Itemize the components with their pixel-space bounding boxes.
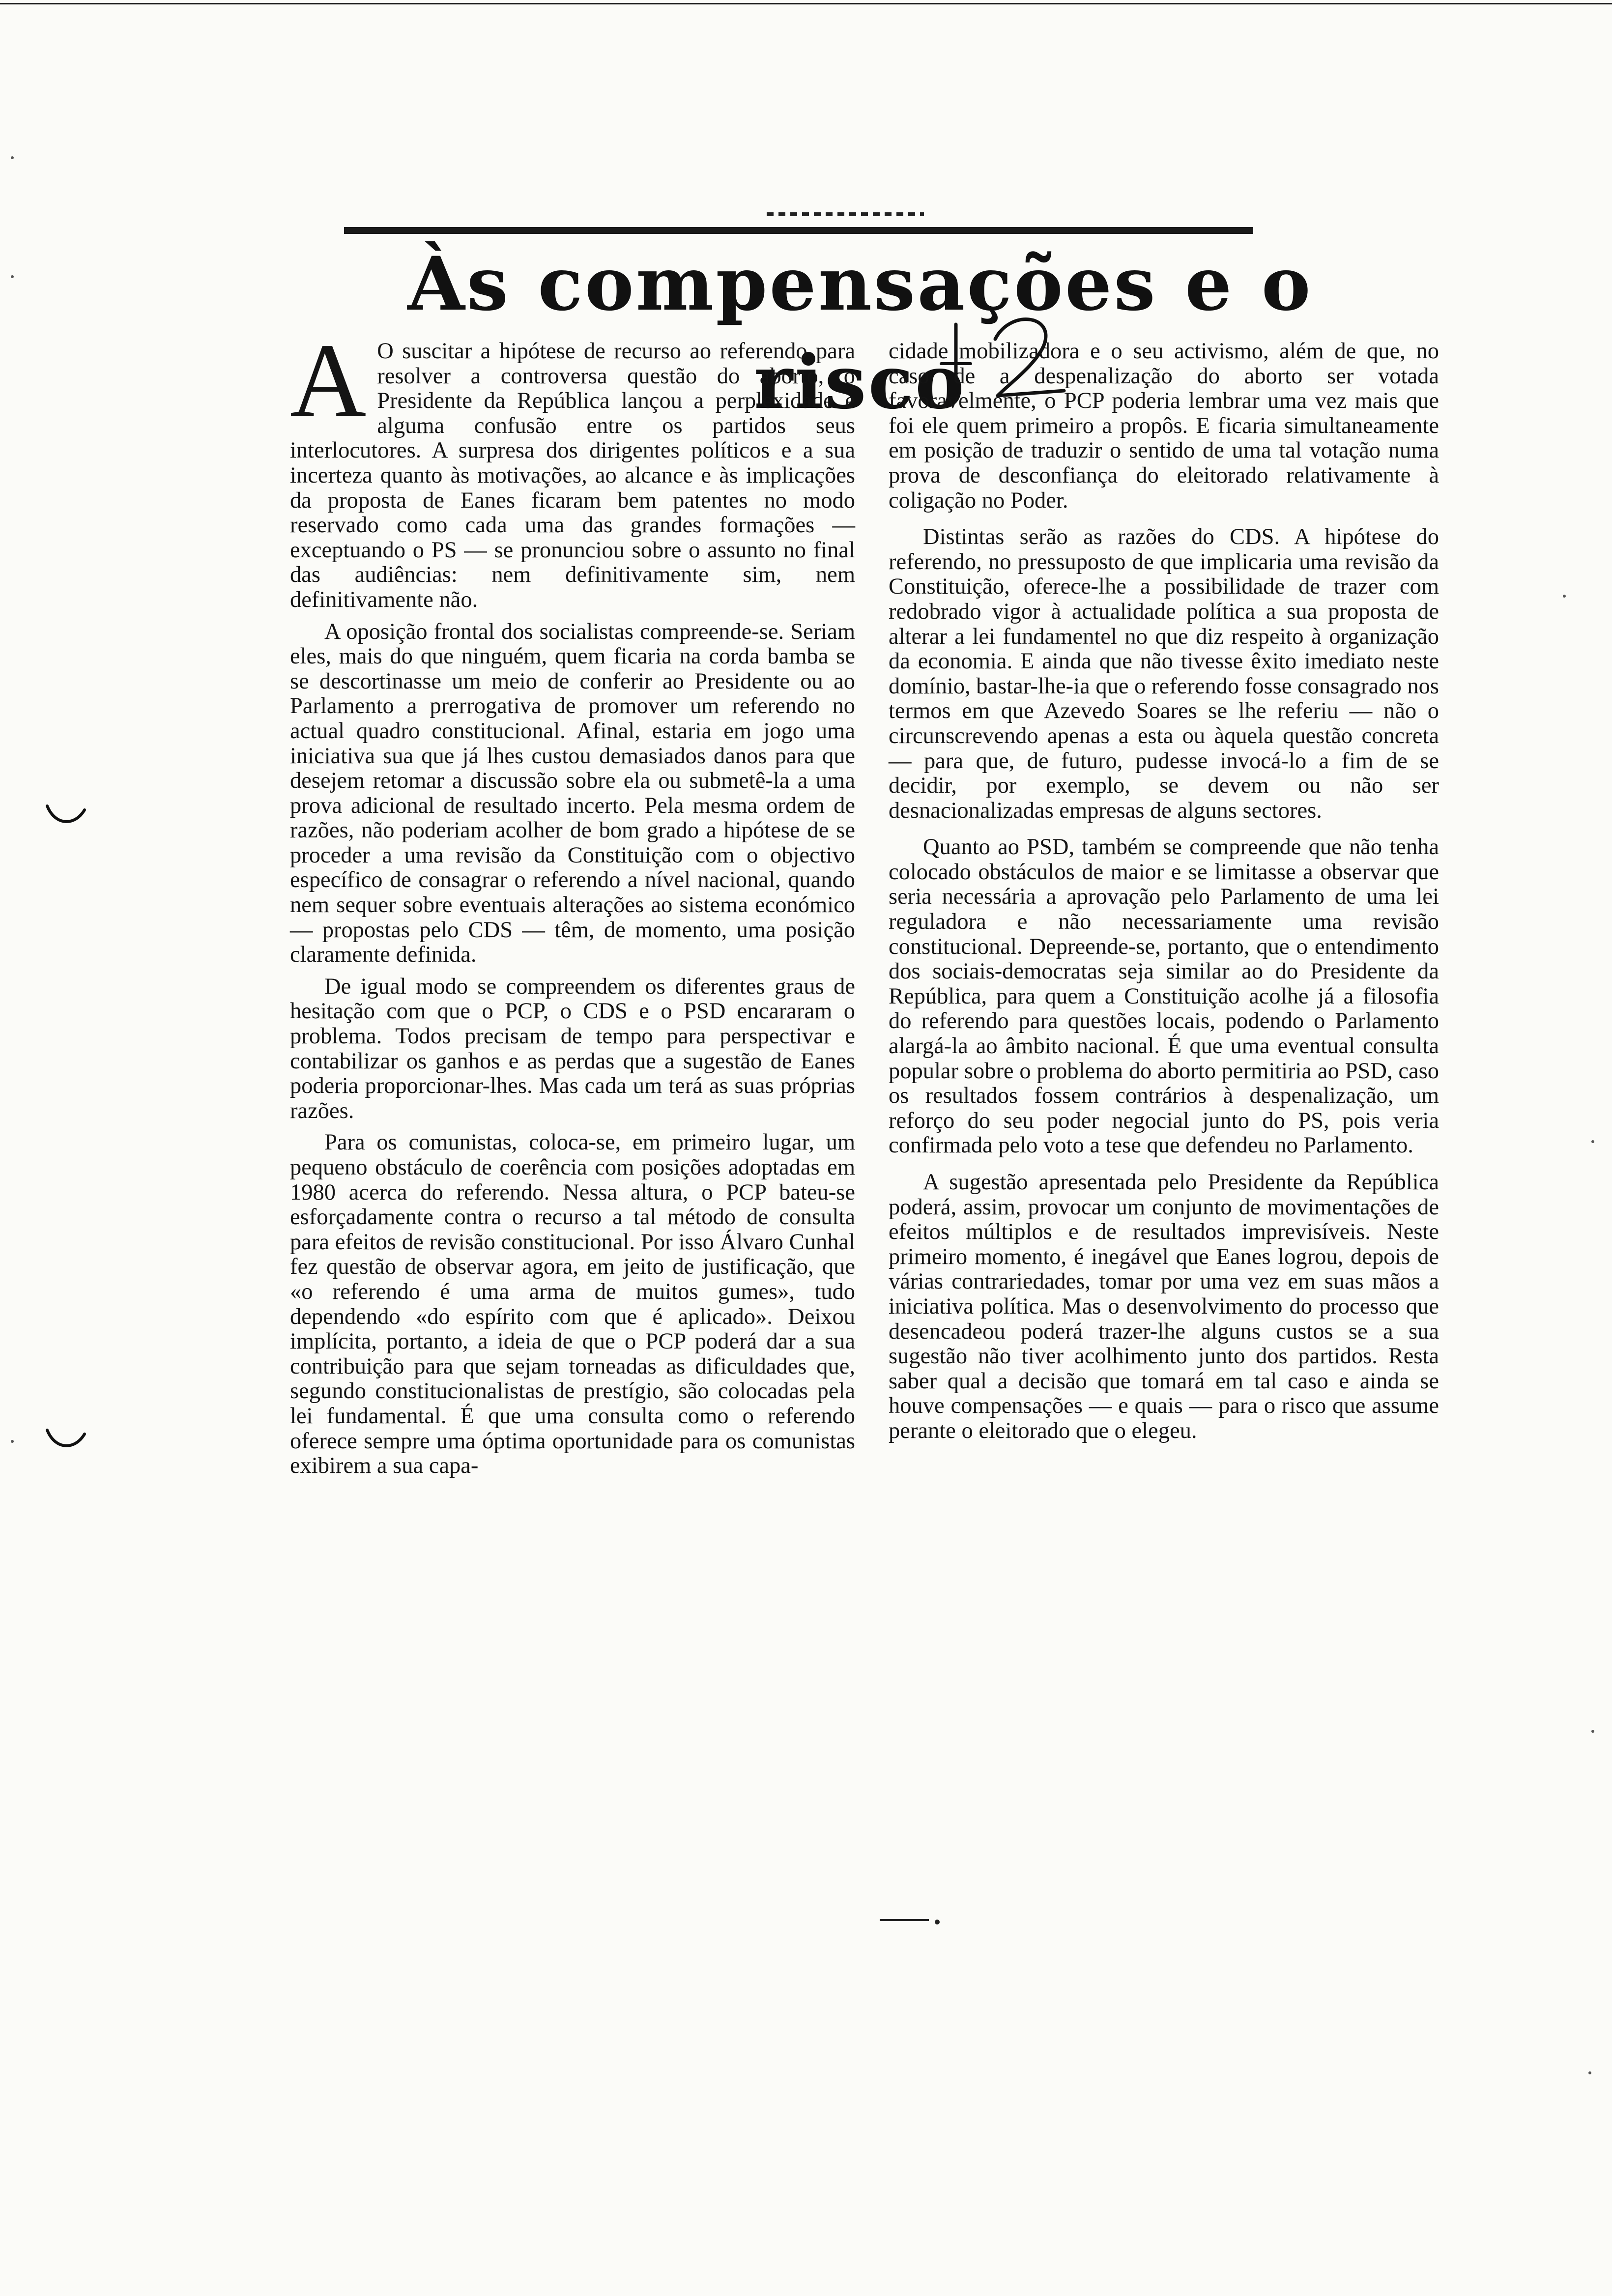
article-paragraph: Quanto ao PSD, também se compreende que não tenha colocado obstáculos de maior e se limitasse a observar que seria necessária a aprovação pelo Parlamento de uma lei reguladora e não necessariamente uma revisão constitucional. Depreende-se, portanto, que o entendimento dos sociais-democratas seja similar ao do Presidente da República, para quem a Constituição acolhe já a filosofia do referendo para questões locais, podendo o Parlamento alargá-la ao âmbito nacional. É que uma eventual consulta popular sobre o problema do aborto permitiria ao PSD, caso os resultados fossem contrários à despenalização, um reforço do seu poder negocial junto do PS, pois veria confirmada pelo voto a tese que defendeu no Parlamento. bbox=[889, 834, 1439, 1158]
scan-speck bbox=[1588, 2071, 1591, 2074]
scan-speck bbox=[11, 156, 14, 159]
paragraph-text: O suscitar a hipótese de recurso ao referendo para resolver a controversa questão do aborto, o Presidente da República lançou a perplexidade e alguma confusão entre os partidos seus interlocutores. A surpresa dos dirigentes políticos e a sua incerteza quanto às motivações, ao alcance e às implicações da proposta de Eanes ficaram bem patentes no modo reservado como cada uma das grandes formações — exceptuando o PS — se pronunciou sobre o assunto no final das audiências: nem definitivamente sim, nem definitivamente não. bbox=[290, 339, 855, 612]
article-paragraph: A oposição frontal dos socialistas compreende-se. Seriam eles, mais do que ninguém, quem ficaria na corda bamba se se descortinasse um meio de conferir ao Presidente ou ao Parlamento a prerrogativa de promover um referendo no actual quadro constitucional. Afinal, estaria em jogo uma iniciativa sua que já lhes custou demasiados danos para que desejem retomar a discussão sobre ela ou submetê-la a uma prova adicional de resultado incerto. Pela mesma ordem de razões, não poderiam acolher de bom grado a hipótese de se proceder a uma revisão da Constituição com o objectivo específico de consagrar o referendo a nível nacional, quando nem sequer sobre eventuais alterações ao sistema económico — propostas pelo CDS — têm, de momento, uma posição claramente definida. bbox=[290, 619, 855, 968]
end-rule bbox=[880, 1919, 929, 1921]
scan-speck bbox=[11, 1440, 14, 1443]
article-column-right bbox=[889, 339, 1439, 1451]
article-paragraph bbox=[290, 321, 855, 613]
scan-speck bbox=[11, 275, 14, 278]
scan-speck bbox=[1591, 1140, 1594, 1143]
article-paragraph: De igual modo se compreendem os diferentes graus de hesitação com que o PCP, o CDS e o PSD encararam o problema. Todos precisam de tempo para perspectivar e contabilizar os ganhos e as perdas que a sugestão de Eanes poderia proporcionar-lhes. Mas cada um terá as suas próprias razões. bbox=[290, 974, 855, 1123]
binding-hole-mark-upper bbox=[45, 801, 86, 829]
end-mark bbox=[935, 1920, 940, 1924]
article-title: Às compensações e o risco bbox=[407, 241, 1313, 426]
article-column-left bbox=[290, 321, 855, 1486]
binding-hole-mark-lower bbox=[45, 1425, 86, 1453]
drop-cap: A bbox=[290, 321, 367, 439]
article-paragraph: cidade mobilizadora e o seu activismo, além de que, no caso de a despenalização do aborto ser votada favoravelmente, o PCP poderia lembrar uma vez mais que foi ele quem primeiro a propôs. E ficaria simultaneamente em posição de traduzir o sentido de uma tal votação numa prova de desconfiança do eleitorado relativamente à coligação no Poder. bbox=[889, 339, 1439, 513]
masthead-fragment bbox=[767, 212, 924, 216]
headline-rule bbox=[344, 227, 1253, 234]
page-top-border bbox=[0, 3, 1612, 4]
scan-speck bbox=[1591, 1730, 1594, 1733]
scan-speck bbox=[1563, 595, 1566, 598]
article-paragraph: Para os comunistas, coloca-se, em primeiro lugar, um pequeno obstáculo de coerência com posições adoptadas em 1980 acerca do referendo. Nessa altura, o PCP bateu-se esforçadamente contra o recurso a tal método de consulta para efeitos de revisão constitucional. Por isso Álvaro Cunhal fez questão de observar agora, em jeito de justificação, que «o referendo é uma arma de muitos gumes», tudo dependendo «do espírito com que é aplicado». Deixou implícita, portanto, a ideia de que o PCP poderá dar a sua contribuição para que sejam torneadas as dificuldades que, segundo constitucionalistas de prestígio, são colocadas pela lei fundamental. É que uma consulta como o referendo oferece sempre uma óptima oportunidade para os comunistas exibirem a sua capa- bbox=[290, 1130, 855, 1479]
article-paragraph: A sugestão apresentada pelo Presidente da República poderá, assim, provocar um conjunto de movimentações de efeitos múltiplos e de resultados imprevisíveis. Neste primeiro momento, é inegável que Eanes logrou, depois de várias contrariedades, tomar por uma vez em suas mãos a iniciativa política. Mas o desenvolvimento do processo que desencadeou poderá trazer-lhe alguns custos se a sua sugestão não tiver acolhimento junto dos partidos. Resta saber qual a decisão que tomará em tal caso e ainda se houve compensações — e quais — para o risco que assume perante o eleitorado que o elegeu. bbox=[889, 1170, 1439, 1443]
article-paragraph: Distintas serão as razões do CDS. A hipótese do referendo, no pressuposto de que implicaria uma revisão da Constituição, oferece-lhe a possibilidade de trazer com redobrado vigor à actualidade política a sua proposta de alterar a lei fundamentel no que diz respeito à organização da economia. E ainda que não tivesse êxito imediato neste domínio, bastar-lhe-ia que o referendo fosse consagrado nos termos em que Azevedo Soares se lhe referiu — não o circunscrevendo apenas a esta ou àquela questão concreta — para que, de futuro, pudesse invocá-lo a fim de se decidir, por exemplo, se devem ou não ser desnacionalizadas empresas de alguns sectores. bbox=[889, 524, 1439, 823]
